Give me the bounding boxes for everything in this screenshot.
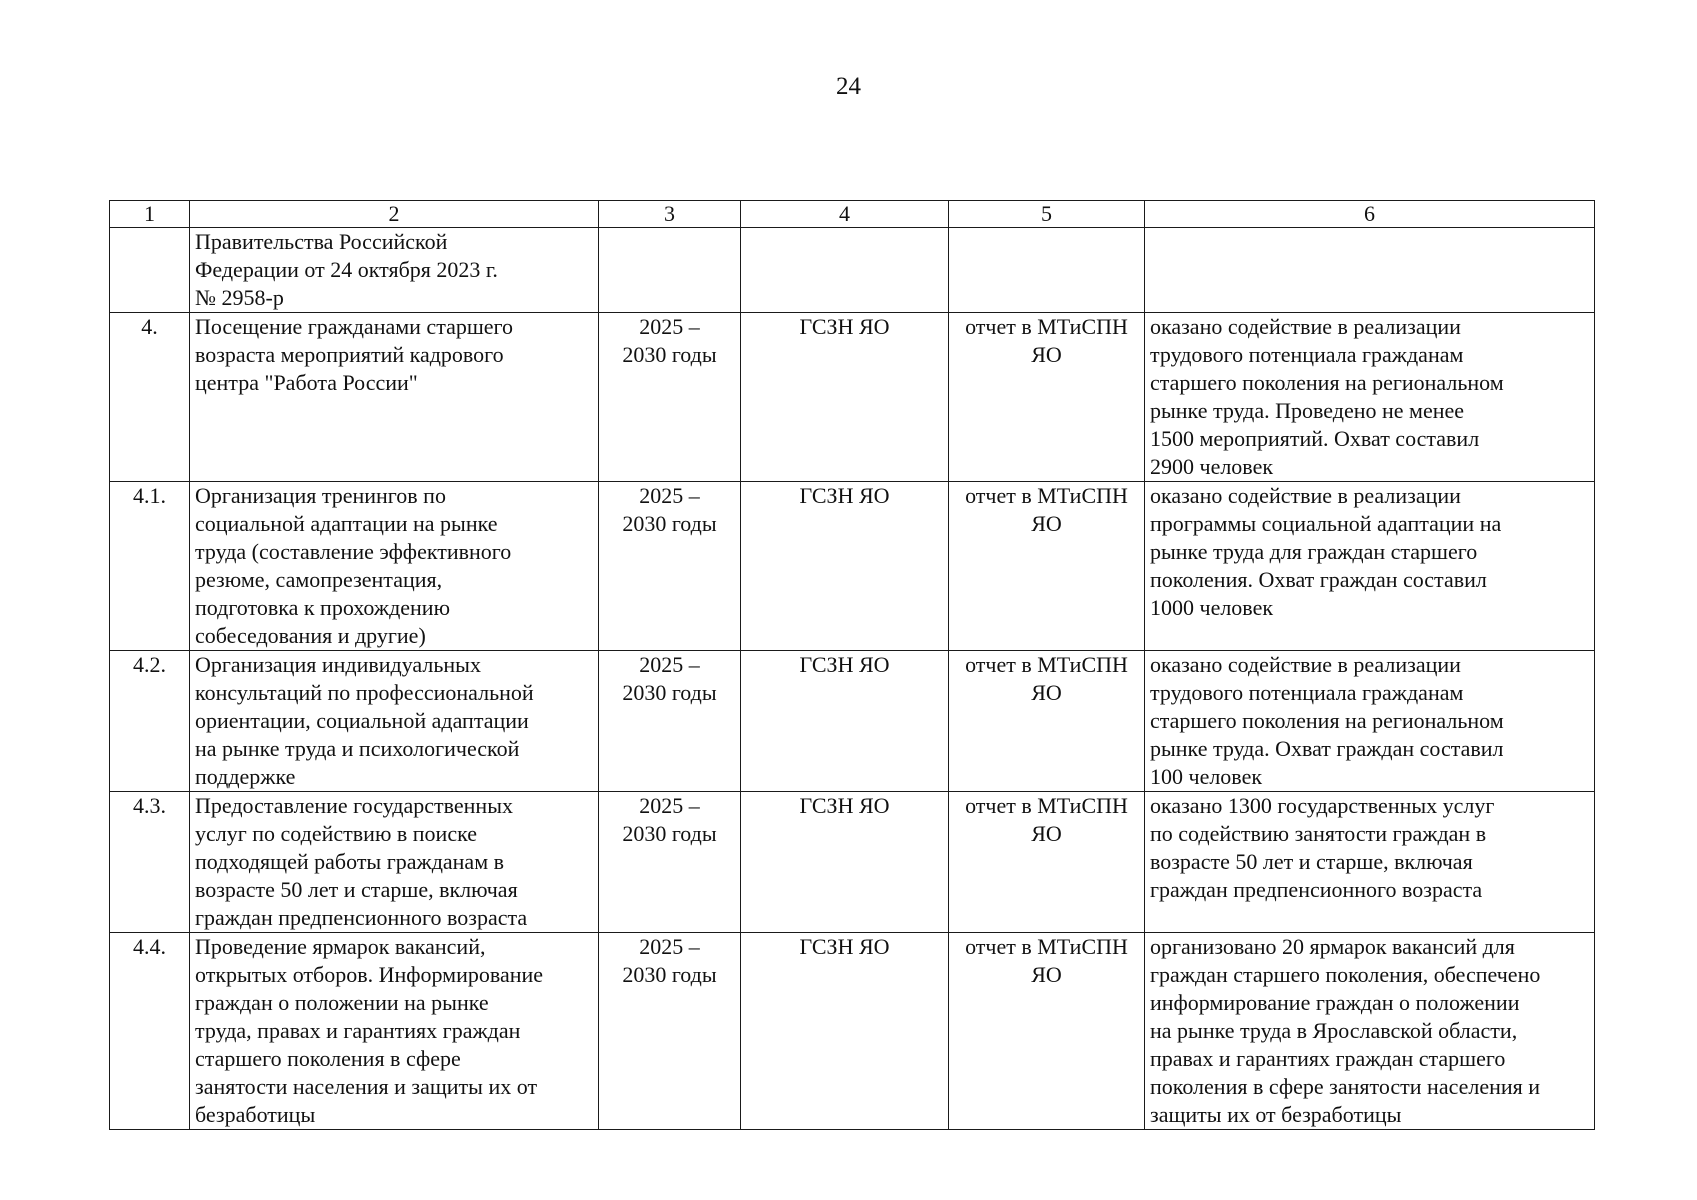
activity-cell	[190, 792, 599, 933]
cell-text-line: на рынке труда в Ярославской области,	[1150, 1018, 1518, 1043]
activity-cell	[190, 228, 599, 313]
executor-cell	[741, 228, 949, 313]
cell-text-line: 2025 –	[639, 483, 700, 508]
cell-text-line: ЯО	[1031, 821, 1062, 846]
activity-cell	[190, 933, 599, 1130]
cell-text-line: труда (составление эффективного	[195, 539, 512, 564]
cell-text-line: социальной адаптации на рынке	[195, 511, 498, 536]
cell-text-line: 2030 годы	[622, 680, 717, 705]
period-cell	[599, 792, 741, 933]
cell-text-line: информирование граждан о положении	[1150, 990, 1520, 1015]
executor-cell	[741, 792, 949, 933]
cell-text-line: организовано 20 ярмарок вакансий для	[1150, 934, 1515, 959]
activity-cell	[190, 313, 599, 482]
cell-text-line: граждан предпенсионного возраста	[195, 905, 528, 930]
cell-text-line: граждан предпенсионного возраста	[1150, 877, 1483, 902]
cell-text-line: ГСЗН ЯО	[799, 934, 890, 959]
cell-text-line: Организация тренингов по	[195, 483, 446, 508]
result-cell	[1145, 933, 1595, 1130]
report-cell	[949, 651, 1145, 792]
cell-text-line: 100 человек	[1150, 764, 1263, 789]
cell-text-line: оказано содействие в реализации	[1150, 652, 1461, 677]
cell-text-line: граждан старшего поколения, обеспечено	[1150, 962, 1541, 987]
header-cell-4: 4	[741, 201, 949, 228]
cell-text-line: 2030 годы	[622, 342, 717, 367]
cell-text-line: безработицы	[195, 1102, 316, 1127]
header-cell-2: 2	[190, 201, 599, 228]
cell-text-line: центра "Работа России"	[195, 370, 418, 395]
row-number-cell: 4.2.	[110, 651, 190, 792]
table-row	[110, 228, 1595, 313]
result-cell	[1145, 228, 1595, 313]
header-cell-6: 6	[1145, 201, 1595, 228]
cell-text-line: 2025 –	[639, 934, 700, 959]
result-cell	[1145, 482, 1595, 651]
activity-table	[109, 200, 1595, 1130]
cell-text-line: подготовка к прохождению	[195, 595, 451, 620]
cell-text-line: трудового потенциала гражданам	[1150, 342, 1464, 367]
table-row	[110, 482, 1595, 651]
activity-cell	[190, 482, 599, 651]
cell-text-line: Предоставление государственных	[195, 793, 513, 818]
activity-cell	[190, 651, 599, 792]
period-cell	[599, 313, 741, 482]
cell-text-line: ГСЗН ЯО	[799, 793, 890, 818]
cell-text-line: 2025 –	[639, 314, 700, 339]
table-row	[110, 313, 1595, 482]
cell-text-line: рынке труда для граждан старшего	[1150, 539, 1478, 564]
cell-text-line: возраста мероприятий кадрового	[195, 342, 504, 367]
cell-text-line: ГСЗН ЯО	[799, 652, 890, 677]
row-number-cell: 4.1.	[110, 482, 190, 651]
cell-text-line: 2025 –	[639, 793, 700, 818]
cell-text-line: поколения в сфере занятости населения и	[1150, 1074, 1541, 1099]
executor-cell	[741, 933, 949, 1130]
cell-text-line: оказано содействие в реализации	[1150, 483, 1461, 508]
result-cell	[1145, 313, 1595, 482]
report-cell	[949, 313, 1145, 482]
report-cell	[949, 482, 1145, 651]
table-row	[110, 792, 1595, 933]
table-header-row	[110, 201, 1595, 228]
cell-text-line: ЯО	[1031, 962, 1062, 987]
cell-text-line: отчет в МТиСПН	[965, 793, 1128, 818]
table-row	[110, 933, 1595, 1130]
cell-text-line: 1000 человек	[1150, 595, 1274, 620]
row-number-cell	[110, 228, 190, 313]
cell-text-line: ЯО	[1031, 680, 1062, 705]
cell-text-line: трудового потенциала гражданам	[1150, 680, 1464, 705]
cell-text-line: ЯО	[1031, 342, 1062, 367]
period-cell	[599, 933, 741, 1130]
cell-text-line: открытых отборов. Информирование	[195, 962, 544, 987]
cell-text-line: труда, правах и гарантиях граждан	[195, 1018, 521, 1043]
cell-text-line: Посещение гражданами старшего	[195, 314, 514, 339]
cell-text-line: подходящей работы гражданам в	[195, 849, 505, 874]
cell-text-line: ЯО	[1031, 511, 1062, 536]
cell-text-line: Федерации от 24 октября 2023 г.	[195, 257, 498, 282]
cell-text-line: правах и гарантиях граждан старшего	[1150, 1046, 1506, 1071]
row-number-cell: 4.4.	[110, 933, 190, 1130]
cell-text-line: рынке труда. Охват граждан составил	[1150, 736, 1504, 761]
report-cell	[949, 933, 1145, 1130]
cell-text-line: по содействию занятости граждан в	[1150, 821, 1487, 846]
period-cell	[599, 228, 741, 313]
cell-text-line: старшего поколения на региональном	[1150, 370, 1504, 395]
cell-text-line: поддержке	[195, 764, 296, 789]
executor-cell	[741, 482, 949, 651]
cell-text-line: 2900 человек	[1150, 454, 1274, 479]
cell-text-line: 2030 годы	[622, 962, 717, 987]
report-cell	[949, 228, 1145, 313]
cell-text-line: ориентации, социальной адаптации	[195, 708, 529, 733]
executor-cell	[741, 651, 949, 792]
cell-text-line: на рынке труда и психологической	[195, 736, 520, 761]
cell-text-line: ГСЗН ЯО	[799, 314, 890, 339]
cell-text-line: старшего поколения на региональном	[1150, 708, 1504, 733]
cell-text-line: Проведение ярмарок вакансий,	[195, 934, 486, 959]
period-cell	[599, 482, 741, 651]
cell-text-line: 2030 годы	[622, 511, 717, 536]
cell-text-line: старшего поколения в сфере	[195, 1046, 461, 1071]
result-cell	[1145, 651, 1595, 792]
cell-text-line: возрасте 50 лет и старше, включая	[1150, 849, 1473, 874]
period-cell	[599, 651, 741, 792]
header-cell-1: 1	[110, 201, 190, 228]
cell-text-line: программы социальной адаптации на	[1150, 511, 1502, 536]
cell-text-line: отчет в МТиСПН	[965, 483, 1128, 508]
cell-text-line: занятости населения и защиты их от	[195, 1074, 538, 1099]
row-number-cell: 4.	[110, 313, 190, 482]
cell-text-line: защиты их от безработицы	[1150, 1102, 1402, 1127]
report-cell	[949, 792, 1145, 933]
header-cell-5: 5	[949, 201, 1145, 228]
cell-text-line: поколения. Охват граждан составил	[1150, 567, 1487, 592]
cell-text-line: граждан о положении на рынке	[195, 990, 489, 1015]
cell-text-line: отчет в МТиСПН	[965, 652, 1128, 677]
cell-text-line: услуг по содействию в поиске	[195, 821, 477, 846]
cell-text-line: ГСЗН ЯО	[799, 483, 890, 508]
cell-text-line: Правительства Российской	[195, 229, 448, 254]
cell-text-line: отчет в МТиСПН	[965, 314, 1128, 339]
cell-text-line: оказано содействие в реализации	[1150, 314, 1461, 339]
cell-text-line: 1500 мероприятий. Охват составил	[1150, 426, 1480, 451]
cell-text-line: 2030 годы	[622, 821, 717, 846]
executor-cell	[741, 313, 949, 482]
cell-text-line: собеседования и другие)	[195, 623, 426, 648]
cell-text-line: возрасте 50 лет и старше, включая	[195, 877, 518, 902]
row-number-cell: 4.3.	[110, 792, 190, 933]
cell-text-line: рынке труда. Проведено не менее	[1150, 398, 1465, 423]
cell-text-line: оказано 1300 государственных услуг	[1150, 793, 1495, 818]
cell-text-line: резюме, самопрезентация,	[195, 567, 443, 592]
cell-text-line: отчет в МТиСПН	[965, 934, 1128, 959]
page-number: 24	[836, 73, 861, 100]
cell-text-line: 2025 –	[639, 652, 700, 677]
header-cell-3: 3	[599, 201, 741, 228]
cell-text-line: № 2958-р	[195, 285, 284, 310]
table-row	[110, 651, 1595, 792]
result-cell	[1145, 792, 1595, 933]
cell-text-line: консультаций по профессиональной	[195, 680, 534, 705]
cell-text-line: Организация индивидуальных	[195, 652, 481, 677]
